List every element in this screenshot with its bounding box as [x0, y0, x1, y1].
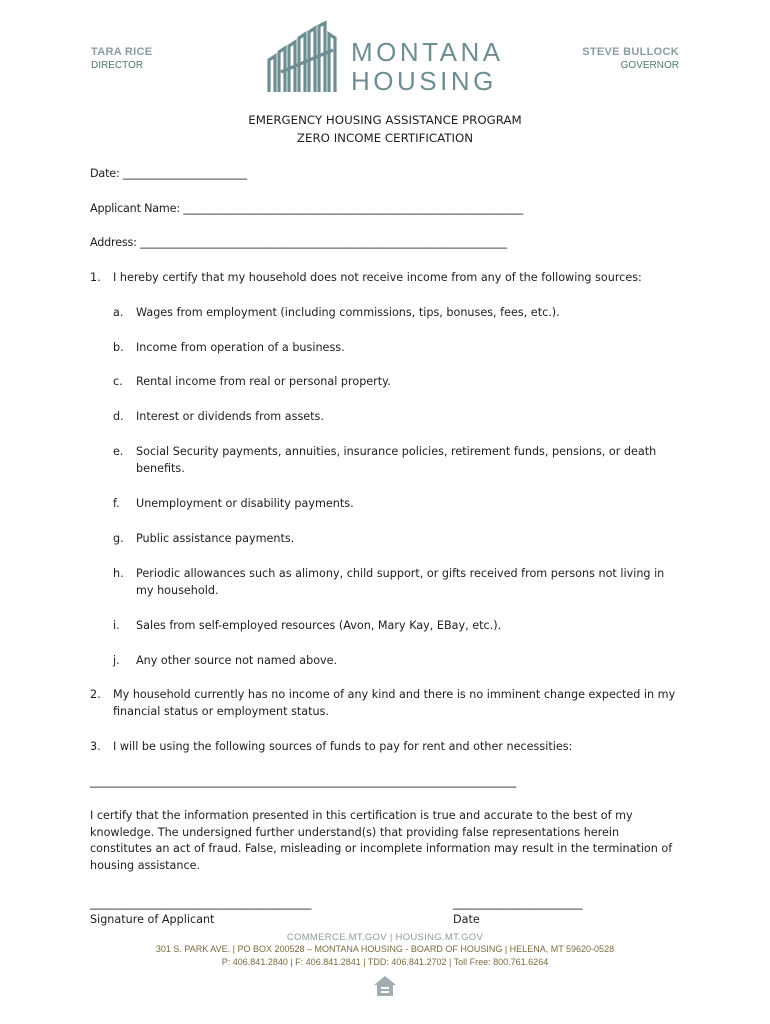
governor-name: STEVE BULLOCK: [582, 46, 679, 58]
address-field[interactable]: Address: ____________________________________________________________________: [90, 236, 507, 249]
logo-line-1: MONTANA: [351, 37, 504, 67]
date-label: Date: [453, 913, 480, 926]
sub-item-text: Wages from employment (including commissions, tips, bonuses, fees, etc.).: [136, 306, 560, 319]
signature-line[interactable]: _________________________________________: [90, 897, 312, 910]
sub-item-letter: h.: [113, 567, 124, 580]
sub-item-letter: g.: [113, 532, 124, 545]
footer-address: 301 S. PARK AVE. | PO BOX 200528 – MONTANA HOUSING - BOARD OF HOUSING | HELENA, MT 59620-0528: [155, 944, 615, 954]
logo-line-2: HOUSING: [351, 66, 497, 96]
item-number: 2.: [90, 688, 101, 701]
sub-item-text: Social Security payments, annuities, insurance policies, retirement funds, pensions, or death benefits.: [136, 445, 657, 475]
item-number: 3.: [90, 740, 101, 753]
sub-item-text: Interest or dividends from assets.: [136, 410, 324, 423]
buildings-icon: [265, 20, 345, 96]
item-number: 1.: [90, 271, 101, 284]
footer-websites: COMMERCE.MT.GOV | HOUSING.MT.GOV: [286, 932, 484, 943]
governor-block: [582, 46, 679, 73]
sub-item-text: Any other source not named above.: [136, 654, 338, 667]
title-line-1: EMERGENCY HOUSING ASSISTANCE PROGRAM: [248, 113, 522, 127]
document-title: [90, 111, 680, 147]
sub-item-letter: j.: [113, 654, 120, 667]
equal-housing-icon: [372, 974, 398, 1000]
director-block: [91, 46, 152, 73]
sub-item-text: Income from operation of a business.: [136, 341, 345, 354]
date-field[interactable]: Date: _______________________: [90, 167, 247, 180]
sub-item-text: Sales from self-employed resources (Avon, Mary Kay, EBay, etc.).: [136, 619, 502, 632]
title-line-2: ZERO INCOME CERTIFICATION: [296, 131, 474, 145]
sub-item-letter: d.: [113, 410, 124, 423]
sub-item-letter: i.: [113, 619, 120, 632]
sub-item-text: Public assistance payments.: [136, 532, 295, 545]
item-text: I hereby certify that my household does not receive income from any of the following sources:: [113, 271, 642, 284]
signature-label: Signature of Applicant: [90, 913, 215, 926]
funds-source-field[interactable]: _______________________________________________________________________________: [90, 775, 517, 788]
montana-housing-logo: [265, 20, 505, 96]
date-line[interactable]: ________________________: [453, 897, 583, 910]
director-name: TARA RICE: [91, 46, 153, 58]
item-text: I will be using the following sources of funds to pay for rent and other necessities:: [113, 740, 573, 753]
item-text: My household currently has no income of any kind and there is no imminent change expected in my financial status or employment status.: [113, 688, 676, 718]
sub-item-letter: f.: [113, 497, 120, 510]
certification-statement: I certify that the information presented in this certification is true and accurate to the best of my knowledge. The undersigned further understand(s) that providing false representations herein constitutes an act of fraud. False, misleading or incomplete information may result in the termination of housing assistance.: [90, 809, 673, 872]
sub-item-letter: e.: [113, 445, 124, 458]
sub-item-letter: c.: [113, 375, 123, 388]
sub-item-text: Periodic allowances such as alimony, child support, or gifts received from persons not living in my household.: [136, 567, 665, 597]
footer-phones: P: 406.841.2840 | F: 406.841.2841 | TDD: 406.841.2702 | Toll Free: 800.761.6264: [221, 957, 549, 967]
sub-item-text: Rental income from real or personal property.: [136, 375, 391, 388]
applicant-name-field[interactable]: Applicant Name: _______________________________________________________________: [90, 202, 524, 215]
sub-item-letter: b.: [113, 341, 124, 354]
governor-title: GOVERNOR: [620, 60, 679, 71]
sub-item-letter: a.: [113, 306, 124, 319]
director-title: DIRECTOR: [91, 60, 144, 71]
sub-item-text: Unemployment or disability payments.: [136, 497, 354, 510]
logo-wordmark: [351, 38, 504, 96]
